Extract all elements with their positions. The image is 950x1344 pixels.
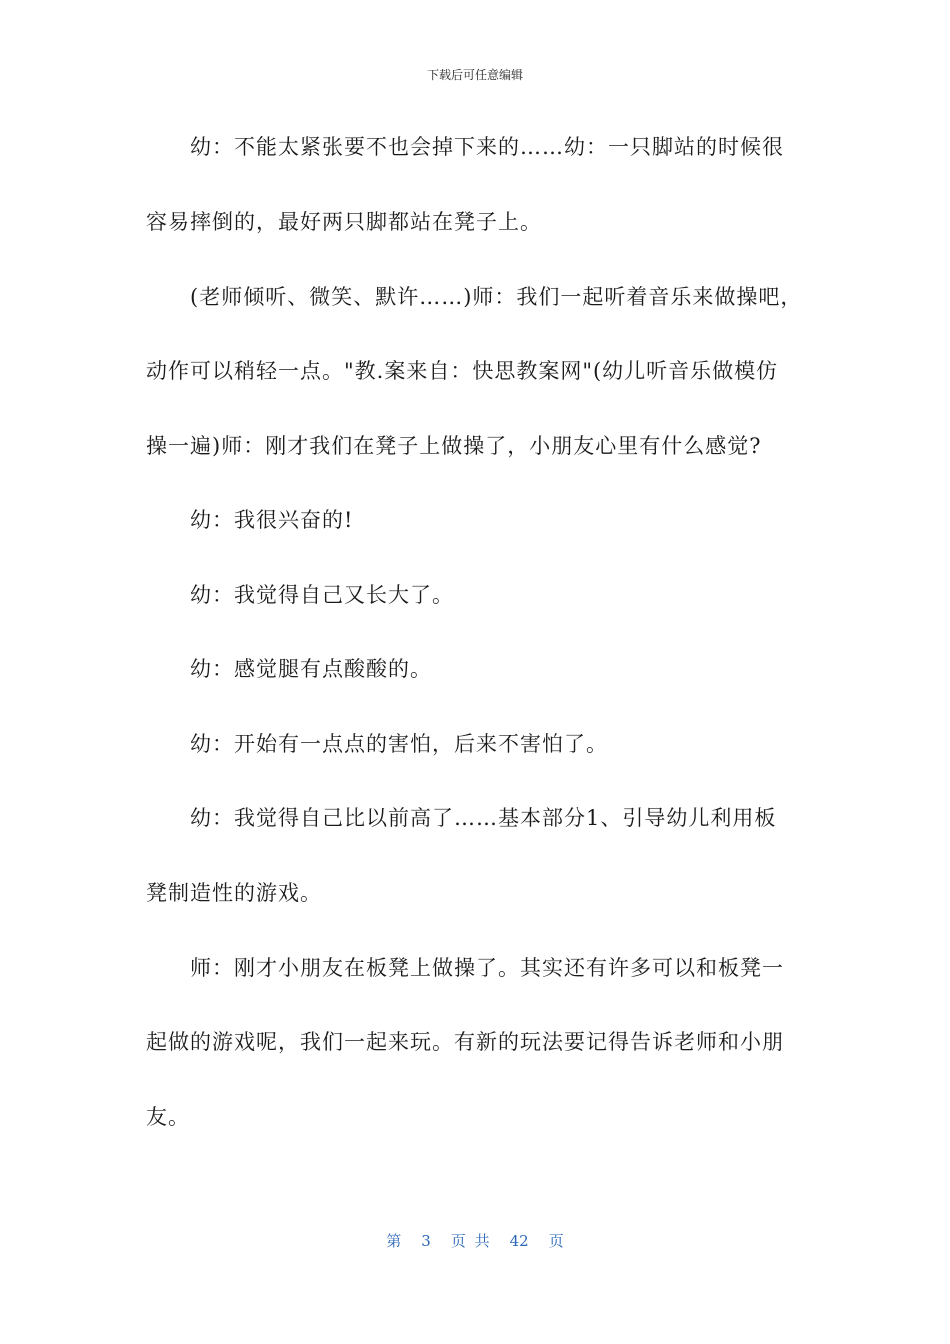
paragraph-line: 幼：我觉得自己又长大了。 <box>190 583 454 607</box>
total-pages: 42 <box>509 1232 529 1250</box>
footer-middle: 页 共 <box>450 1232 490 1250</box>
paragraph-line: 动作可以稍轻一点。"教.案来自：快思教案网"(幼儿听音乐做模仿 <box>146 359 779 383</box>
page-number: 3 <box>421 1232 431 1250</box>
paragraph-line: 师：刚才小朋友在板凳上做操了。其实还有许多可以和板凳一 <box>190 956 784 980</box>
paragraph-line: 起做的游戏呢，我们一起来玩。有新的玩法要记得告诉老师和小朋 <box>146 1030 784 1054</box>
page-footer <box>0 1230 950 1251</box>
footer-prefix: 第 <box>386 1232 402 1250</box>
paragraph-line: 幼：我觉得自己比以前高了……基本部分1、引导幼儿利用板 <box>190 806 777 830</box>
paragraph-line: 幼：开始有一点点的害怕，后来不害怕了。 <box>190 732 608 756</box>
paragraph-line: 幼：感觉腿有点酸酸的。 <box>190 657 432 681</box>
paragraph-line: (老师倾听、微笑、默许……)师：我们一起听着音乐来做操吧， <box>190 285 803 309</box>
paragraph-line: 操一遍)师：刚才我们在凳子上做操了，小朋友心里有什么感觉? <box>146 434 762 458</box>
footer-suffix: 页 <box>548 1232 564 1250</box>
page-header: 下载后可任意编辑 <box>426 68 523 82</box>
paragraph-line: 容易摔倒的，最好两只脚都站在凳子上。 <box>146 210 542 234</box>
paragraph-line: 幼：我很兴奋的! <box>190 508 354 532</box>
paragraph-line: 幼：不能太紧张要不也会掉下来的……幼：一只脚站的时候很 <box>190 135 784 159</box>
paragraph-line: 友。 <box>146 1105 190 1129</box>
paragraph-line: 凳制造性的游戏。 <box>146 881 322 905</box>
